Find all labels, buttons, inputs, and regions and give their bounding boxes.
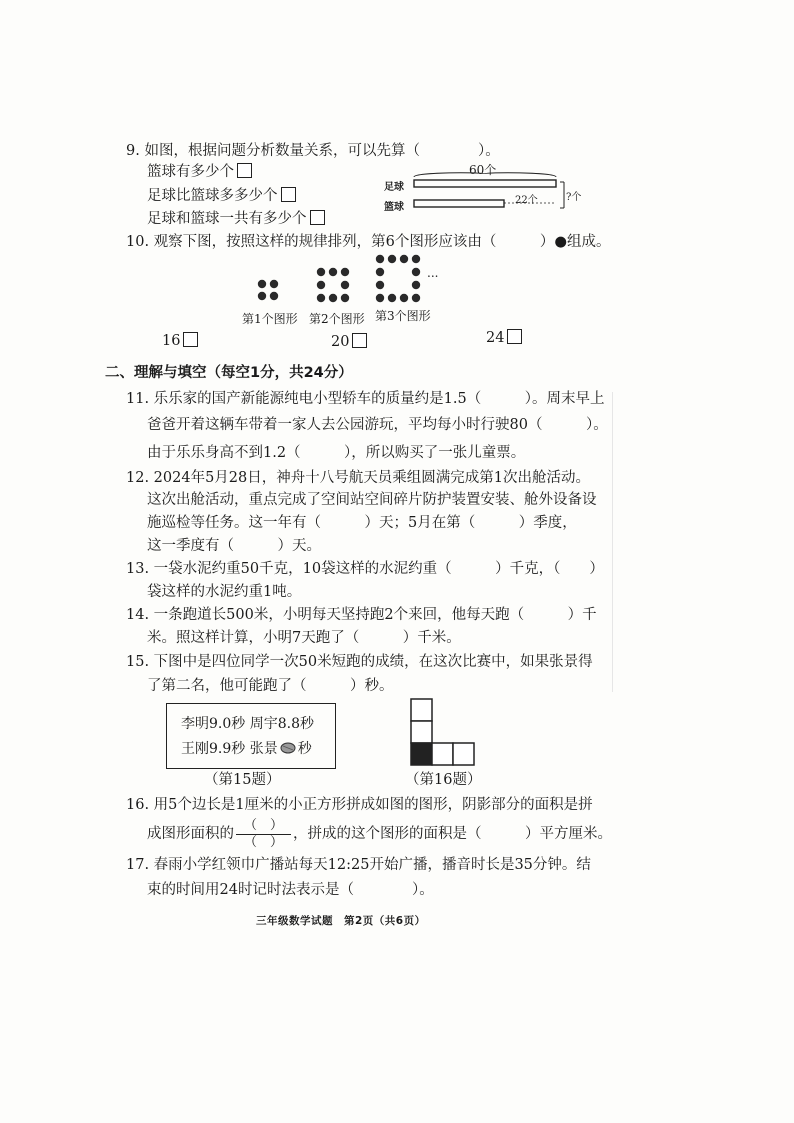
q10-option-16-label: 16 bbox=[162, 333, 181, 349]
dot bbox=[412, 255, 420, 263]
q16-line-2-start: 成图形面积的 bbox=[147, 826, 234, 842]
q9-option-2-label: 足球比篮球多多少个 bbox=[147, 188, 278, 204]
q15-line-2: 了第二名，他可能跑了（ ）秒。 bbox=[147, 678, 394, 694]
scan-edge-line bbox=[612, 392, 613, 692]
dot bbox=[270, 292, 278, 300]
q16-square-bottom-3 bbox=[453, 743, 474, 765]
q15-scores-line-2 bbox=[181, 738, 312, 758]
q9-option-1 bbox=[147, 162, 252, 182]
q9-text: 9. 如图，根据问题分析数量关系，可以先算（ ）。 bbox=[126, 143, 500, 159]
dot bbox=[341, 294, 349, 302]
q9-option-3 bbox=[147, 209, 325, 229]
q9-segment-diagram bbox=[384, 160, 584, 214]
section-2-title: 二、理解与填空（每空1分，共24分） bbox=[105, 365, 353, 381]
q9-option-1-label: 篮球有多少个 bbox=[147, 164, 234, 180]
q10-option-16 bbox=[162, 331, 198, 351]
q10-figure-2-label: 第2个图形 bbox=[309, 312, 365, 326]
q10-option-20 bbox=[331, 332, 367, 352]
q11-line-2: 爸爸开着这辆车带着一家人去公园游玩，平均每小时行驶80（ ）。 bbox=[147, 417, 608, 433]
q15-scores-line-2-text: 王刚9.9秒 张景 bbox=[181, 741, 278, 757]
q14-line-2: 米。照这样计算，小明7天跑了（ ）千米。 bbox=[147, 630, 461, 646]
q16-fraction-denominator[interactable]: （ ） bbox=[244, 834, 284, 850]
page-footer: 三年级数学试题 第2页（共6页） bbox=[256, 915, 426, 927]
q9-diff-label: 22个 bbox=[515, 195, 538, 206]
dot bbox=[376, 268, 384, 276]
q10-option-24-checkbox[interactable] bbox=[507, 329, 522, 344]
q9-option-2 bbox=[147, 186, 296, 206]
q15-smudge-icon bbox=[280, 742, 296, 754]
dot bbox=[258, 292, 266, 300]
dot bbox=[388, 294, 396, 302]
q12-line-3: 施巡检等任务。这一年有（ ）天；5月在第（ ）季度， bbox=[147, 515, 577, 531]
dot bbox=[317, 294, 325, 302]
q16-caption: （第16题） bbox=[405, 772, 482, 788]
q16-line-2-end: ，拼成的这个图形的面积是（ ）平方厘米。 bbox=[293, 826, 613, 842]
q11-line-1: 11. 乐乐家的国产新能源纯电小型轿车的质量约是1.5（ ）。周末早上 bbox=[126, 391, 605, 407]
q16-line-2 bbox=[147, 815, 612, 853]
q12-line-4: 这一季度有（ ）天。 bbox=[147, 538, 321, 554]
q10-option-24-label: 24 bbox=[486, 330, 505, 346]
q16-square-figure bbox=[410, 698, 476, 766]
q9-bars-svg bbox=[384, 160, 584, 214]
dot bbox=[400, 255, 408, 263]
q13-line-2: 袋这样的水泥约重1吨。 bbox=[147, 584, 302, 600]
q10-option-20-label: 20 bbox=[331, 334, 350, 350]
q16-square-shaded bbox=[411, 743, 432, 765]
dot bbox=[376, 255, 384, 263]
q15-caption: （第15题） bbox=[204, 772, 281, 788]
q9-option-1-checkbox[interactable] bbox=[237, 163, 252, 178]
q11-line-3: 由于乐乐身高不到1.2（ ），所以购买了一张儿童票。 bbox=[147, 445, 526, 461]
q16-square-bottom-2 bbox=[432, 743, 453, 765]
q15-scores-line-1: 李明9.0秒 周宇8.8秒 bbox=[181, 716, 314, 732]
dot bbox=[388, 255, 396, 263]
q10-figure-1 bbox=[258, 280, 278, 300]
q17-line-2: 束的时间用24时记时法表示是（ ）。 bbox=[147, 882, 434, 898]
dot bbox=[317, 281, 325, 289]
dot bbox=[412, 268, 420, 276]
dot bbox=[258, 280, 266, 288]
dot bbox=[341, 281, 349, 289]
dot bbox=[412, 281, 420, 289]
q13-line-1: 13. 一袋水泥约重50千克，10袋这样的水泥约重（ ）千克，（ ） bbox=[126, 561, 604, 577]
dot bbox=[317, 268, 325, 276]
dot bbox=[329, 268, 337, 276]
q17-line-1: 17. 春雨小学红领巾广播站每天12:25开始广播，播音时长是35分钟。结 bbox=[126, 857, 591, 873]
q16-fraction-numerator[interactable]: （ ） bbox=[236, 818, 291, 835]
q16-square-middle bbox=[411, 721, 432, 743]
q10-option-20-checkbox[interactable] bbox=[352, 333, 367, 348]
q15-score-box bbox=[166, 703, 336, 769]
q9-basketball-bar bbox=[414, 200, 504, 207]
q9-total-label: 60个 bbox=[469, 163, 497, 177]
q10-text: 10. 观察下图，按照这样的规律排列，第6个图形应该由（ ）●组成。 bbox=[126, 234, 611, 250]
q10-figure-2 bbox=[317, 268, 349, 302]
q10-figure-1-label: 第1个图形 bbox=[242, 312, 298, 326]
q10-ellipsis: ... bbox=[427, 266, 439, 280]
q15-scores-unit: 秒 bbox=[297, 741, 312, 757]
dot bbox=[376, 281, 384, 289]
q16-fraction bbox=[236, 818, 291, 851]
dot bbox=[341, 268, 349, 276]
q10-figure-3-svg bbox=[372, 253, 452, 305]
q9-football-label: 足球 bbox=[384, 182, 404, 193]
q10-option-16-checkbox[interactable] bbox=[183, 332, 198, 347]
q9-option-3-checkbox[interactable] bbox=[310, 210, 325, 225]
q15-line-1: 15. 下图中是四位同学一次50米短跑的成绩，在这次比赛中，如果张景得 bbox=[126, 654, 593, 670]
dot bbox=[270, 280, 278, 288]
dot bbox=[376, 294, 384, 302]
q10-option-24 bbox=[486, 328, 522, 348]
q9-option-2-checkbox[interactable] bbox=[281, 187, 296, 202]
q9-basketball-label: 篮球 bbox=[384, 202, 404, 213]
q16-square-top bbox=[411, 699, 432, 721]
q12-line-1: 12. 2024年5月28日，神舟十八号航天员乘组圆满完成第1次出舱活动。 bbox=[126, 470, 590, 486]
q9-football-bar bbox=[414, 180, 556, 187]
q12-line-2: 这次出舱活动，重点完成了空间站空间碎片防护装置安装、舱外设备设 bbox=[147, 492, 597, 508]
q14-line-1: 14. 一条跑道长500米，小明每天坚持跑2个来回，他每天跑（ ）千 bbox=[126, 607, 597, 623]
q16-line-1: 16. 用5个边长是1厘米的小正方形拼成如图的图形，阴影部分的面积是拼 bbox=[126, 797, 593, 813]
q10-figure-3-label: 第3个图形 bbox=[375, 309, 431, 323]
q9-total-brace bbox=[414, 173, 556, 177]
dot bbox=[412, 294, 420, 302]
q9-question-label: ?个 bbox=[566, 192, 582, 203]
dot bbox=[400, 294, 408, 302]
q9-option-3-label: 足球和篮球一共有多少个 bbox=[147, 211, 307, 227]
dot bbox=[329, 294, 337, 302]
